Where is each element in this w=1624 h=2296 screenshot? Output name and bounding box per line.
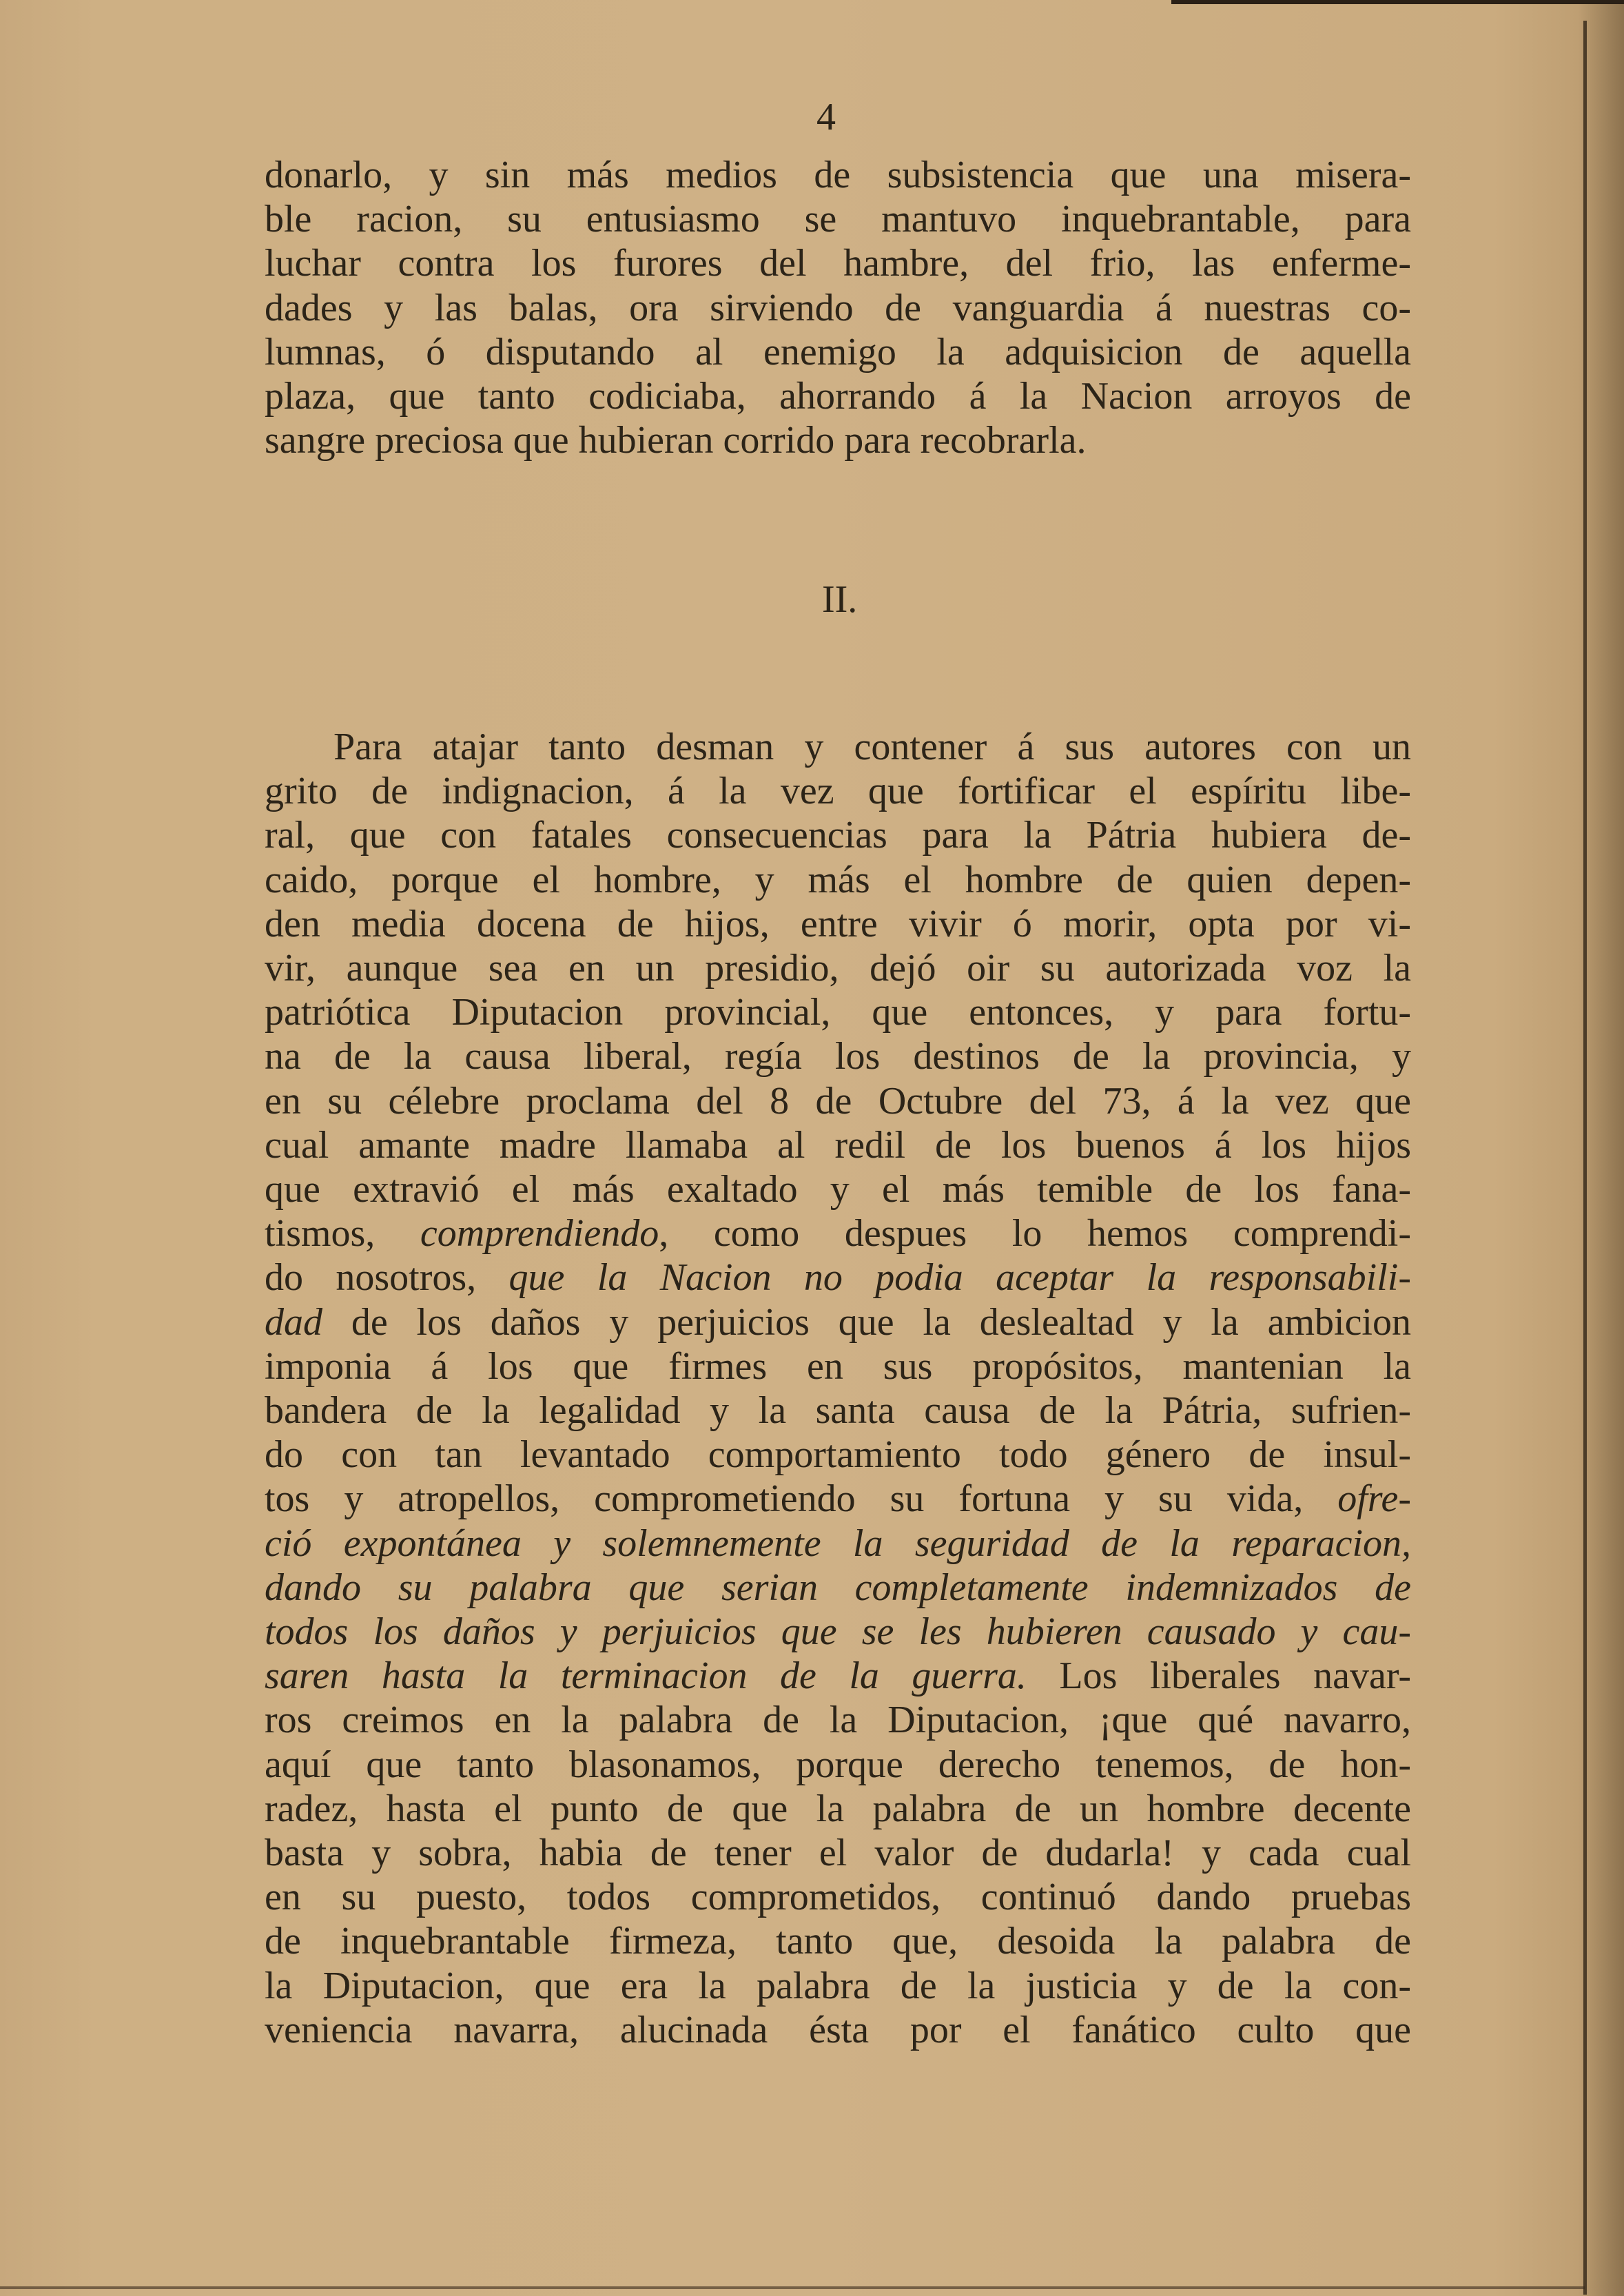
text-line: basta y sobra, habia de tener el valor de dudarla! y cada cual — [265, 1832, 1411, 1875]
text-line — [265, 1300, 1411, 1344]
bottom-edge-line — [0, 2286, 1585, 2289]
text-line: sangre preciosa que hubieran corrido para recobrarla. — [265, 419, 1087, 462]
text-line: na de la causa liberal, regía los destinos de la provincia, y — [265, 1035, 1411, 1078]
text-line: imponia á los que firmes en sus propósitos, mantenian la — [265, 1344, 1411, 1388]
text-line: donarlo, y sin más medios de subsistencia que una misera- — [265, 154, 1411, 196]
paragraph-2 — [265, 725, 1411, 2052]
text-run: tismos, — [265, 1212, 420, 1255]
text-line: plaza, que tanto codiciaba, ahorrando á la Nacion arroyos de — [265, 375, 1411, 418]
text-line: Para atajar tanto desman y contener á sus autores con un — [333, 726, 1411, 768]
text-line: cual amante madre llamaba al redil de los buenos á los hijos — [265, 1123, 1411, 1167]
text-run: do nosotros, — [265, 1256, 509, 1300]
text-line: lumnas, ó disputando al enemigo la adquisicion de aquella — [265, 330, 1411, 373]
text-line: la Diputacion, que era la palabra de la justicia y de la con- — [265, 1964, 1411, 2007]
text-line — [265, 1255, 1411, 1300]
italic-run: todos los daños y perjuicios que se les hubieren causado y cau- — [265, 1610, 1411, 1654]
text-line — [265, 1654, 1411, 1698]
text-line: radez, hasta el punto de que la palabra de un hombre decente — [265, 1787, 1411, 1830]
italic-run: ció expontánea y solemnemente la seguridad de la reparacion, — [265, 1521, 1411, 1565]
top-edge-line — [1171, 0, 1624, 4]
text-run: de los daños y perjuicios que la deslealtad y la ambicion — [322, 1300, 1411, 1344]
italic-run: ofre- — [1337, 1477, 1411, 1521]
italic-run: saren hasta la terminacion de la guerra. — [265, 1654, 1027, 1698]
section-heading: II. — [822, 578, 858, 621]
text-line: ral, que con fatales consecuencias para la Pátria hubiera de- — [265, 814, 1411, 857]
text-run: Los liberales navar- — [1026, 1654, 1412, 1698]
italic-run: comprendiendo — [420, 1212, 659, 1255]
page-edge-line — [1583, 21, 1587, 2295]
text-line — [265, 1610, 1411, 1654]
text-line: vir, aunque sea en un presidio, dejó oir su autorizada voz la — [265, 947, 1411, 990]
text-line — [265, 1566, 1411, 1610]
text-line — [265, 1521, 1411, 1566]
text-line: den media docena de hijos, entre vivir ó morir, opta por vi- — [265, 902, 1411, 945]
text-line: de inquebrantable firmeza, tanto que, desoida la palabra de — [265, 1920, 1411, 1963]
text-run: tos y atropellos, comprometiendo su fortuna y su vida, — [265, 1477, 1338, 1521]
text-line: aquí que tanto blasonamos, porque derecho tenemos, de hon- — [265, 1743, 1411, 1786]
text-line: dades y las balas, ora sirviendo de vanguardia á nuestras co- — [265, 286, 1411, 329]
text-line: bandera de la legalidad y la santa causa de la Pátria, sufrien- — [265, 1389, 1411, 1433]
text-line — [265, 1211, 1411, 1255]
text-line: patriótica Diputacion provincial, que entonces, y para fortu- — [265, 991, 1411, 1034]
text-line: en su puesto, todos comprometidos, continuó dando pruebas — [265, 1876, 1411, 1919]
text-line: que extravió el más exaltado y el más temible de los fana- — [265, 1168, 1411, 1211]
text-line: caido, porque el hombre, y más el hombre de quien depen- — [265, 858, 1411, 901]
text-line: do con tan levantado comportamiento todo género de insul- — [265, 1433, 1411, 1477]
text-line: luchar contra los furores del hambre, del frio, las enferme- — [265, 242, 1411, 285]
text-line: veniencia navarra, alucinada ésta por el fanático culto que — [265, 2008, 1411, 2051]
italic-run: dando su palabra que serian completamente indemnizados de — [265, 1566, 1411, 1609]
text-line — [265, 1477, 1411, 1521]
text-run: , como despues lo hemos comprendi- — [659, 1212, 1411, 1255]
italic-run: dad — [265, 1300, 322, 1344]
italic-run: que la Nacion no podia aceptar la responsabili- — [508, 1256, 1411, 1300]
text-line: ros creimos en la palabra de la Diputacion, ¡que qué navarro, — [265, 1699, 1411, 1742]
page-number: 4 — [816, 96, 836, 139]
paragraph-1 — [265, 153, 1411, 462]
text-line: grito de indignacion, á la vez que fortificar el espíritu libe- — [265, 770, 1411, 813]
text-line: en su célebre proclama del 8 de Octubre del 73, á la vez que — [265, 1079, 1411, 1123]
text-line: ble racion, su entusiasmo se mantuvo inquebrantable, para — [265, 198, 1411, 241]
